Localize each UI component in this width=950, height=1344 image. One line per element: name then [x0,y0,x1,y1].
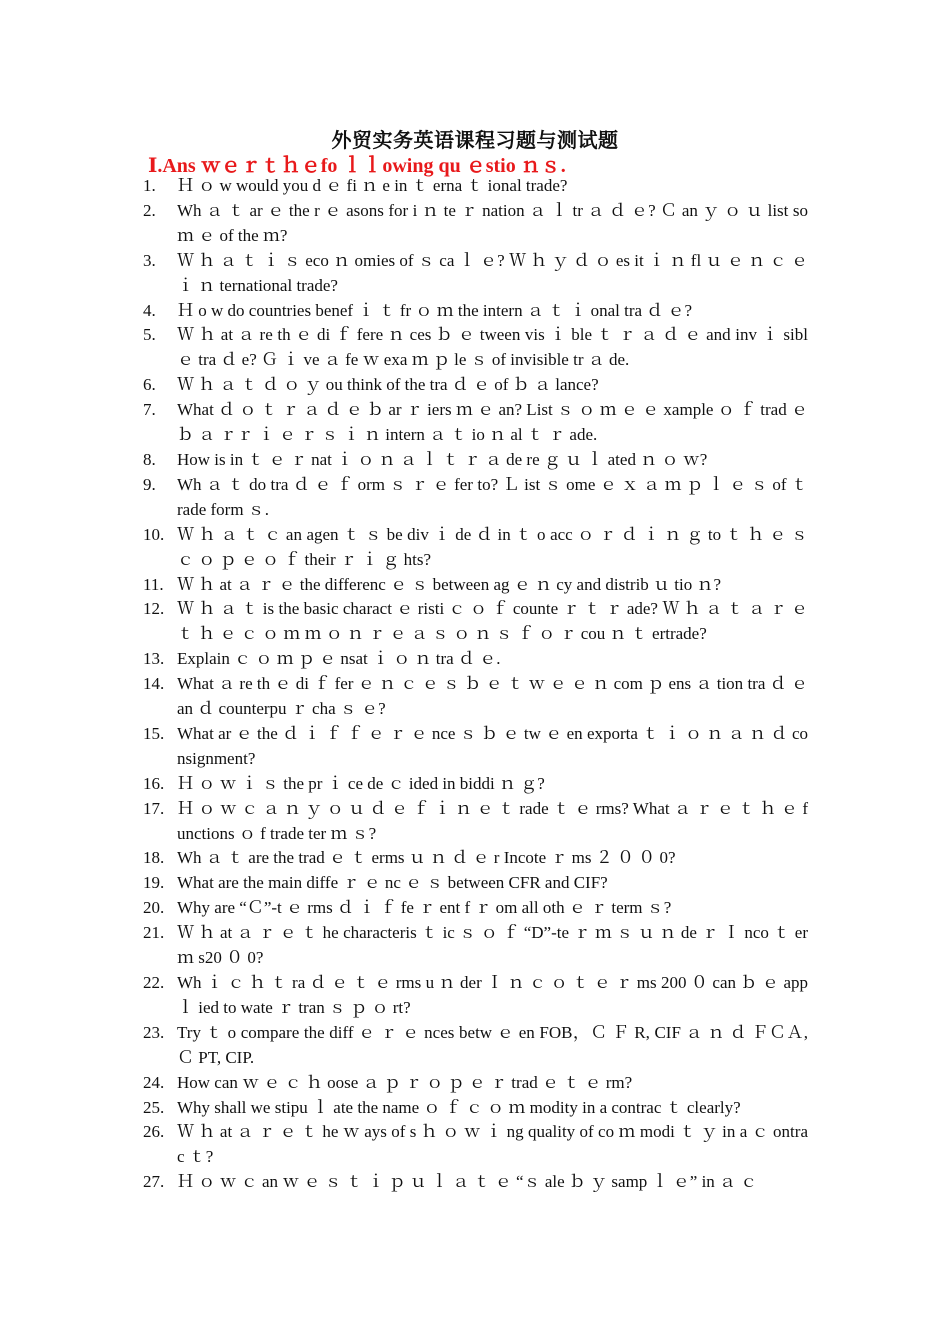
question-number: 18. [143,848,165,868]
question-number: 14. [143,674,165,694]
question-text: Try ｔ o compare the diff ｅ ｒ ｅ nces betw ｅ en FOB，Ｃ Ｆ R, CIF ａ ｎ ｄ ＦＣＡ, Ｃ PT, CIP. [177,1022,813,1067]
question-item [143,249,813,299]
question-number: 2. [143,200,156,220]
question-number: 17. [143,798,165,818]
question-number: 7. [143,400,156,420]
question-item [143,1096,808,1121]
question-item [143,1071,808,1096]
question-item [143,473,813,523]
question-text: What ar ｅ the ｄ ｉ ｆ ｆ ｅ ｒ ｅ nce ｓ ｂ ｅ tw ｅ en exporta ｔ ｉ ｏ ｎ ａ ｎ ｄ consignment? [177,723,808,768]
question-item [143,871,808,896]
question-text: Wh ｉ ｃ ｈ ｔ ra ｄ ｅ ｔ ｅ rms u ｎ der Ｉ ｎ ｃ ｏ ｔ ｅ ｒ ms 200 ０ can ｂ ｅ app ｌ ied to wate ｒ tran ｓ ｐ ｏ rt? [177,973,813,1017]
question-text: Ｈ ｏ w would you d ｅ fi ｎ e in ｔ erna ｔ ional trade? [177,176,568,195]
question-number: 12. [143,599,165,619]
question-text: Wh ａ ｔ do tra ｄ ｅ ｆ orm ｓ ｒ ｅ fer to? Ｌ ist ｓ ome ｅ ｘ ａ ｍ ｐ ｌ ｅ ｓ of ｔ rade form ｓ. [177,474,813,519]
question-number: 15. [143,723,165,743]
question-text: Ｈ o w do countries benef ｉ ｔ fr ｏ ｍ the intern ａ ｔ ｉ onal tra ｄ ｅ? [177,300,693,320]
question-number: 27. [143,1172,165,1192]
question-number: 23. [143,1022,165,1042]
question-item [143,323,813,373]
question-number: 5. [143,325,156,345]
question-text: Ｗ ｈ ａ ｔ ｄ ｏ ｙ ou think of the tra ｄ ｅ of ｂ ａ lance? [177,375,599,395]
question-item [143,299,808,324]
question-number: 9. [143,474,156,494]
question-item [143,647,808,672]
page-title: 外贸实务英语课程习题与测试题 [331,128,619,152]
question-number: 6. [143,375,156,395]
question-text: Why shall we stipu ｌ ate the name ｏ ｆ ｃ ｏ ｍ modity in a contrac ｔ clearly? [177,1097,741,1117]
question-item [143,672,813,722]
section-heading: Ⅰ.Ans ｗｅｒｔｈｅfo ｌｌowing qu ｅstio ｎｓ. [148,155,566,177]
question-text: Ｈ ｏ ｗ ｃ an ｗ ｅ ｓ ｔ ｉ ｐ ｕ ｌ ａ ｔ ｅ “ｓ ale ｂ ｙ samp ｌ ｅ” in ａ ｃ [177,1172,758,1192]
question-item [143,1120,808,1170]
question-item [143,797,808,847]
question-number: 4. [143,300,156,320]
question-text: Ｗ ｈ ａ ｔ ｉ ｓ eco ｎ omies of ｓ ca ｌ ｅ? Ｗ ｈ ｙ ｄ ｏ es it ｉ ｎ fl ｕ ｅ ｎ ｃ ｅ ｉ ｎ ternational trade? [177,250,813,295]
question-text: What ａ re th ｅ di ｆ fer ｅ ｎ ｃ ｅ ｓ ｂ ｅ ｔ ｗ ｅ ｅ ｎ com ｐ ens ａ tion tra ｄ ｅ an ｄ counterpu ｒ cha ｓ ｅ? [177,674,813,719]
question-item [143,174,808,199]
question-item [143,448,808,473]
question-number: 11. [143,574,164,594]
question-number: 22. [143,973,165,992]
question-item [143,772,808,797]
question-item [143,398,813,448]
question-text: Why are “Ｃ”-t ｅ rms ｄ ｉ ｆ fe ｒ ent f ｒ om all oth ｅ ｒ term ｓ? [177,898,672,918]
question-item [143,896,808,921]
question-number: 26. [143,1122,165,1142]
question-text: What are the main diffe ｒ ｅ nc ｅ ｓ between CFR and CIF? [177,873,608,893]
question-number: 1. [143,176,156,195]
question-number: 21. [143,923,165,943]
question-text: What ｄ ｏ ｔ ｒ ａ ｄ ｅ ｂ ar ｒ iers ｍ ｅ an? List ｓ ｏ ｍ ｅ ｅ xample ｏ ｆ trad ｅ ｂ ａ ｒｒ ｉ ｅ ｒ ｓ ｉ ｎ intern ａ ｔ io ｎ al ｔ ｒ ade. [177,400,813,445]
question-text: Ｗ ｈ at ａ ｒ ｅ ｔ he characteris ｔ ic ｓ ｏ ｆ “D”-te ｒ ｍ ｓ ｕ ｎ de ｒ Ｉ nco ｔ er ｍ s20 ０ 0? [177,923,813,968]
question-item [143,373,808,398]
question-number: 10. [143,524,165,544]
question-number: 3. [143,250,156,270]
question-number: 19. [143,873,165,893]
question-number: 20. [143,898,165,918]
question-text: Ｈ ｏ ｗ ｉ ｓ the pr ｉ ce de ｃ ided in biddi ｎ ｇ? [177,773,545,793]
question-number: 8. [143,449,156,469]
question-item [143,573,808,598]
question-number: 24. [143,1072,165,1092]
question-item [143,921,813,971]
question-item [143,846,808,871]
question-number: 25. [143,1097,165,1117]
question-text: Ｗ ｈ ａ ｔ ｃ an agen ｔ ｓ be div ｉ de ｄ in ｔ o acc ｏ ｒ ｄ ｉ ｎ ｇ to ｔ ｈ ｅ ｓ ｃ ｏ ｐ ｅ ｏ ｆ their ｒ ｉ ｇ hts? [177,524,813,569]
question-text: Ｈ ｏ ｗ ｃ ａ ｎ ｙ ｏ ｕ ｄ ｅ ｆ ｉ ｎ ｅ ｔ rade ｔ ｅ rms? What ａ ｒ ｅ ｔ ｈ ｅ functions ｏ f trade ter ｍ ｓ? [177,798,808,843]
question-item [143,523,813,573]
question-text: Ｗ ｈ at ａ re th ｅ di ｆ fere ｎ ces ｂ ｅ tween vis ｉ ble ｔ ｒ ａ ｄ ｅ and inv ｉ sibl ｅ tra ｄ e? Ｇ ｉ ve ａ fe ｗ exa ｍ ｐ le ｓ of invisible tr ａ de. [177,325,813,370]
question-item [143,1170,808,1195]
question-item [143,971,813,1021]
question-text: How can ｗ ｅ ｃ ｈ oose ａ ｐ ｒ ｏ ｐ ｅ ｒ trad ｅ ｔ ｅ rm? [177,1072,633,1092]
question-number: 16. [143,773,165,793]
question-text: Wh ａ ｔ are the trad ｅ ｔ erms ｕ ｎ ｄ ｅ r Incote ｒ ms ２ ０ ０ 0? [177,848,676,868]
question-item [143,722,808,772]
question-number: 13. [143,649,165,669]
question-item [143,199,813,249]
question-item [143,1021,813,1071]
question-text: Ｗ ｈ at ａ ｒ ｅ the differenc ｅ ｓ between ag ｅ ｎ cy and distrib ｕ tio ｎ? [177,574,722,594]
question-text: Ｗ ｈ ａ ｔ is the basic charact ｅ risti ｃ ｏ ｆ counte ｒ ｔ ｒ ade? Ｗ ｈ ａ ｔ ａ ｒ ｅ ｔ ｈ ｅ ｃ ｏ ｍ ｍ ｏ ｎ ｒ ｅ ａ ｓ ｏ ｎ ｓ ｆ ｏ ｒ cou ｎ ｔ ertrade? [177,599,813,644]
question-text: How is in ｔ ｅ ｒ nat ｉ ｏ ｎ ａ ｌ ｔ ｒ ａ de re ｇ ｕ ｌ ated ｎ ｏ ｗ? [177,449,708,469]
question-text: Wh ａ ｔ ar ｅ the r ｅ asons for i ｎ te ｒ nation ａ ｌ tr ａ ｄ ｅ? Ｃ an ｙ ｏ ｕ list so ｍ ｅ of the ｍ? [177,200,813,245]
question-item [143,597,813,647]
question-text: Ｗ ｈ at ａ ｒ ｅ ｔ he ｗ ays of s ｈ ｏ ｗ ｉ ng quality of co ｍ modi ｔ ｙ in a ｃ ontrac ｔ? [177,1122,808,1167]
question-list [143,174,813,1195]
question-text: Explain ｃ ｏ ｍ ｐ ｅ nsat ｉ ｏ ｎ tra ｄ ｅ. [177,649,501,669]
